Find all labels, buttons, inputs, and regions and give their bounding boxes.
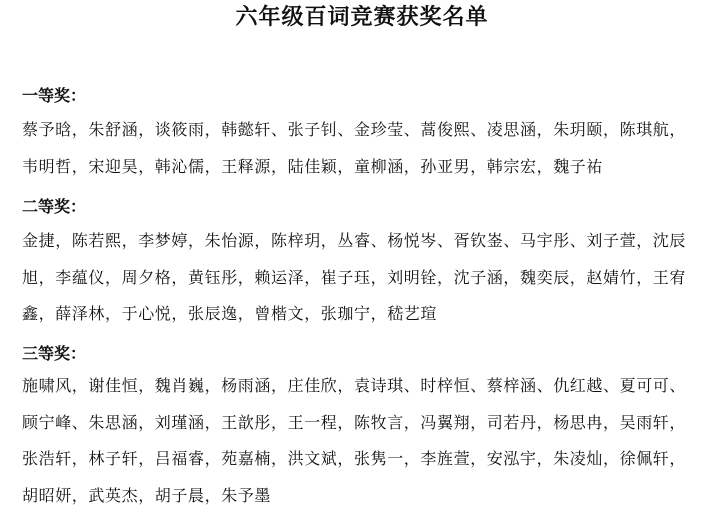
- first-prize-heading: 一等奖：: [22, 88, 87, 105]
- name-line: 韦明哲，宋迎昊，韩沁儒，王释源，陆佳颖，童柳涵，孙亚男，韩宗宏，魏子祐: [22, 158, 604, 176]
- name-line: 张浩轩，林子轩，吕福睿，苑嘉楠，洪文斌，张隽一，李旌萱，安泓宇，朱凌灿，徐佩轩，: [22, 451, 687, 468]
- name-line: 胡昭妍，武英杰，胡子晨，朱予墨: [22, 487, 272, 505]
- second-prize-heading: 二等奖：: [22, 199, 87, 216]
- name-line: 蔡予晗，朱舒涵，谈筱雨，韩懿轩、张子钊、金珍莹、蒿俊熙、凌思涵，朱玥颐，陈琪航，: [22, 122, 687, 139]
- second-prize-names: [22, 224, 702, 334]
- third-prize-names: [22, 369, 702, 515]
- name-line: 旭，李蕴仪，周夕格，黄钰彤，赖运泽，崔子珏，刘明铨，沈子涵，魏奕辰，赵婧竹，王宥: [22, 269, 687, 287]
- name-line: 金捷，陈若熙，李梦婷，朱怡源，陈梓玥，丛睿、杨悦岑、胥钦崟、马宇彤、刘子萱，沈辰: [22, 233, 687, 250]
- page-title: 六年级百词竞赛获奖名单: [235, 4, 489, 29]
- name-line: 施啸风，谢佳恒，魏肖巍，杨雨涵，庄佳欣，袁诗琪、时梓恒、蔡梓涵、仇红越、夏可可、: [22, 378, 687, 395]
- first-prize-names: [22, 113, 702, 186]
- name-line: 顾宁峰、朱思涵，刘瑾涵，王歆彤，王一程，陈牧言，冯翼翔，司若丹，杨思冉，吴雨轩，: [22, 414, 687, 432]
- third-prize-heading: 三等奖：: [22, 346, 87, 363]
- name-line: 鑫，薛泽林，于心悦，张辰逸，曾楷文，张珈宁，嵇艺瑄: [22, 306, 438, 323]
